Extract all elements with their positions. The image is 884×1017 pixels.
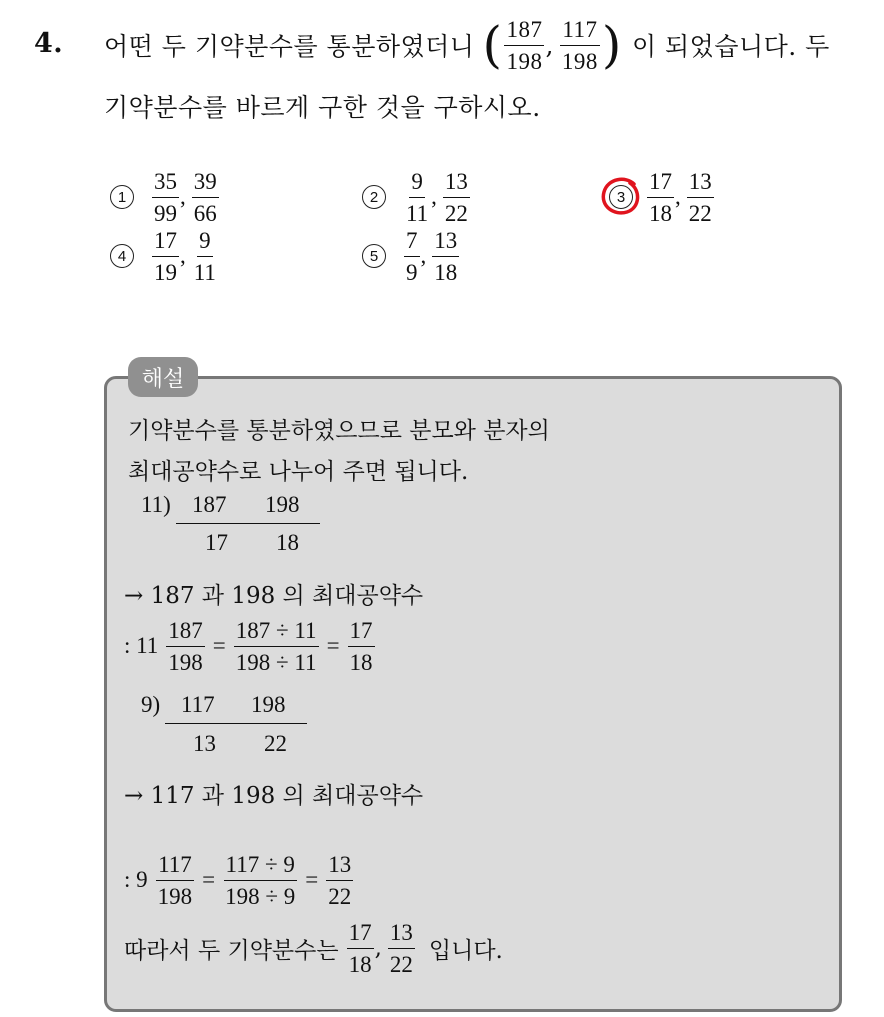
option-1[interactable]: 1 $\frac{35}{99}$ , $\frac{39}{66}$ — [110, 166, 219, 228]
division-1-qb: 18 — [276, 530, 299, 555]
option-3-marker: 3 — [609, 185, 633, 209]
option-5-marker: 5 — [362, 244, 386, 268]
problem-number: 4. — [34, 28, 64, 59]
right-paren: ) — [601, 16, 622, 74]
problem-text-after: 이 되었습니다. 두 — [631, 32, 830, 61]
division-1-qa: 17 — [205, 530, 228, 555]
option-5[interactable]: 5 $\frac{7}{9}$ , $\frac{13}{18}$ — [362, 225, 459, 287]
option-5-fraction-f2: $\frac{13}{18}$ — [434, 227, 458, 285]
division-2-bar — [165, 723, 307, 724]
option-5-fraction-f1: $\frac{7}{9}$ — [406, 227, 418, 285]
answer-circle-mark — [600, 174, 646, 220]
division-2-a: 117 — [181, 692, 215, 717]
equation-2: : 9 $\frac{117}{198}$ = $\frac{117 \div 9}{198 \div 9}$ = $\frac{13}{22}$ — [124, 851, 352, 909]
option-1-marker: 1 — [110, 185, 134, 209]
division-2-divisor: 9) — [141, 692, 161, 717]
problem-line-2: 기약분수를 바르게 구한 것을 구하시오. — [104, 93, 541, 122]
option-3-fraction-f2: $\frac{13}{22}$ — [688, 168, 712, 226]
left-paren: ( — [482, 16, 503, 74]
problem-fraction-1: $\frac{187}{198}$ — [506, 16, 543, 74]
equation-1: : 11 $\frac{187}{198}$ = $\frac{187 \div 11}{198 \div 11}$ = $\frac{17}{18}$ — [124, 617, 373, 675]
division-1-divisor: 11) — [141, 492, 171, 517]
problem-text-before: 어떤 두 기약분수를 통분하였더니 — [104, 32, 475, 61]
option-3-fraction-f1: $\frac{17}{18}$ — [649, 168, 672, 226]
option-2-marker: 2 — [362, 185, 386, 209]
solution-line-1: 기약분수를 통분하였으므로 분모와 분자의 — [128, 418, 550, 444]
solution-tag: 해설 — [128, 357, 198, 397]
option-4-marker: 4 — [110, 244, 134, 268]
solution-line-2: 최대공약수로 나누어 주면 됩니다. — [128, 459, 469, 485]
division-2-qb: 22 — [264, 731, 287, 756]
problem-fraction-2: $\frac{117}{198}$ — [561, 16, 598, 74]
gcd-line-2: → 117 과 198 의 최대공약수 — [124, 783, 424, 809]
division-2-b: 198 — [251, 692, 286, 717]
option-1-fraction-f2: $\frac{39}{66}$ — [193, 168, 217, 226]
division-2-qa: 13 — [193, 731, 216, 756]
final-answer-line: 따라서 두 기약분수는 $\frac{17}{18}$ , $\frac{13}{22}$ 입니다. — [124, 919, 503, 977]
division-1-bar — [176, 523, 320, 524]
option-2-fraction-f1: $\frac{9}{11}$ — [406, 168, 429, 226]
option-4-fraction-f2: $\frac{9}{11}$ — [193, 227, 216, 285]
option-3[interactable]: 3 $\frac{17}{18}$ , $\frac{13}{22}$ — [609, 166, 714, 228]
option-2-fraction-f2: $\frac{13}{22}$ — [444, 168, 468, 226]
option-4[interactable]: 4 $\frac{17}{19}$ , $\frac{9}{11}$ — [110, 225, 218, 287]
division-1-a: 187 — [192, 492, 227, 517]
option-1-fraction-f1: $\frac{35}{99}$ — [154, 168, 177, 226]
gcd-line-1: → 187 과 198 의 최대공약수 — [124, 583, 424, 609]
option-4-fraction-f1: $\frac{17}{19}$ — [154, 227, 177, 285]
problem-line-1: 어떤 두 기약분수를 통분하였더니 ( $\frac{187}{198}$ , $\frac{117}{198}$ ) 이 되었습니다. 두 — [104, 16, 830, 74]
option-2[interactable]: 2 $\frac{9}{11}$ , $\frac{13}{22}$ — [362, 166, 470, 228]
division-1-b: 198 — [265, 492, 300, 517]
